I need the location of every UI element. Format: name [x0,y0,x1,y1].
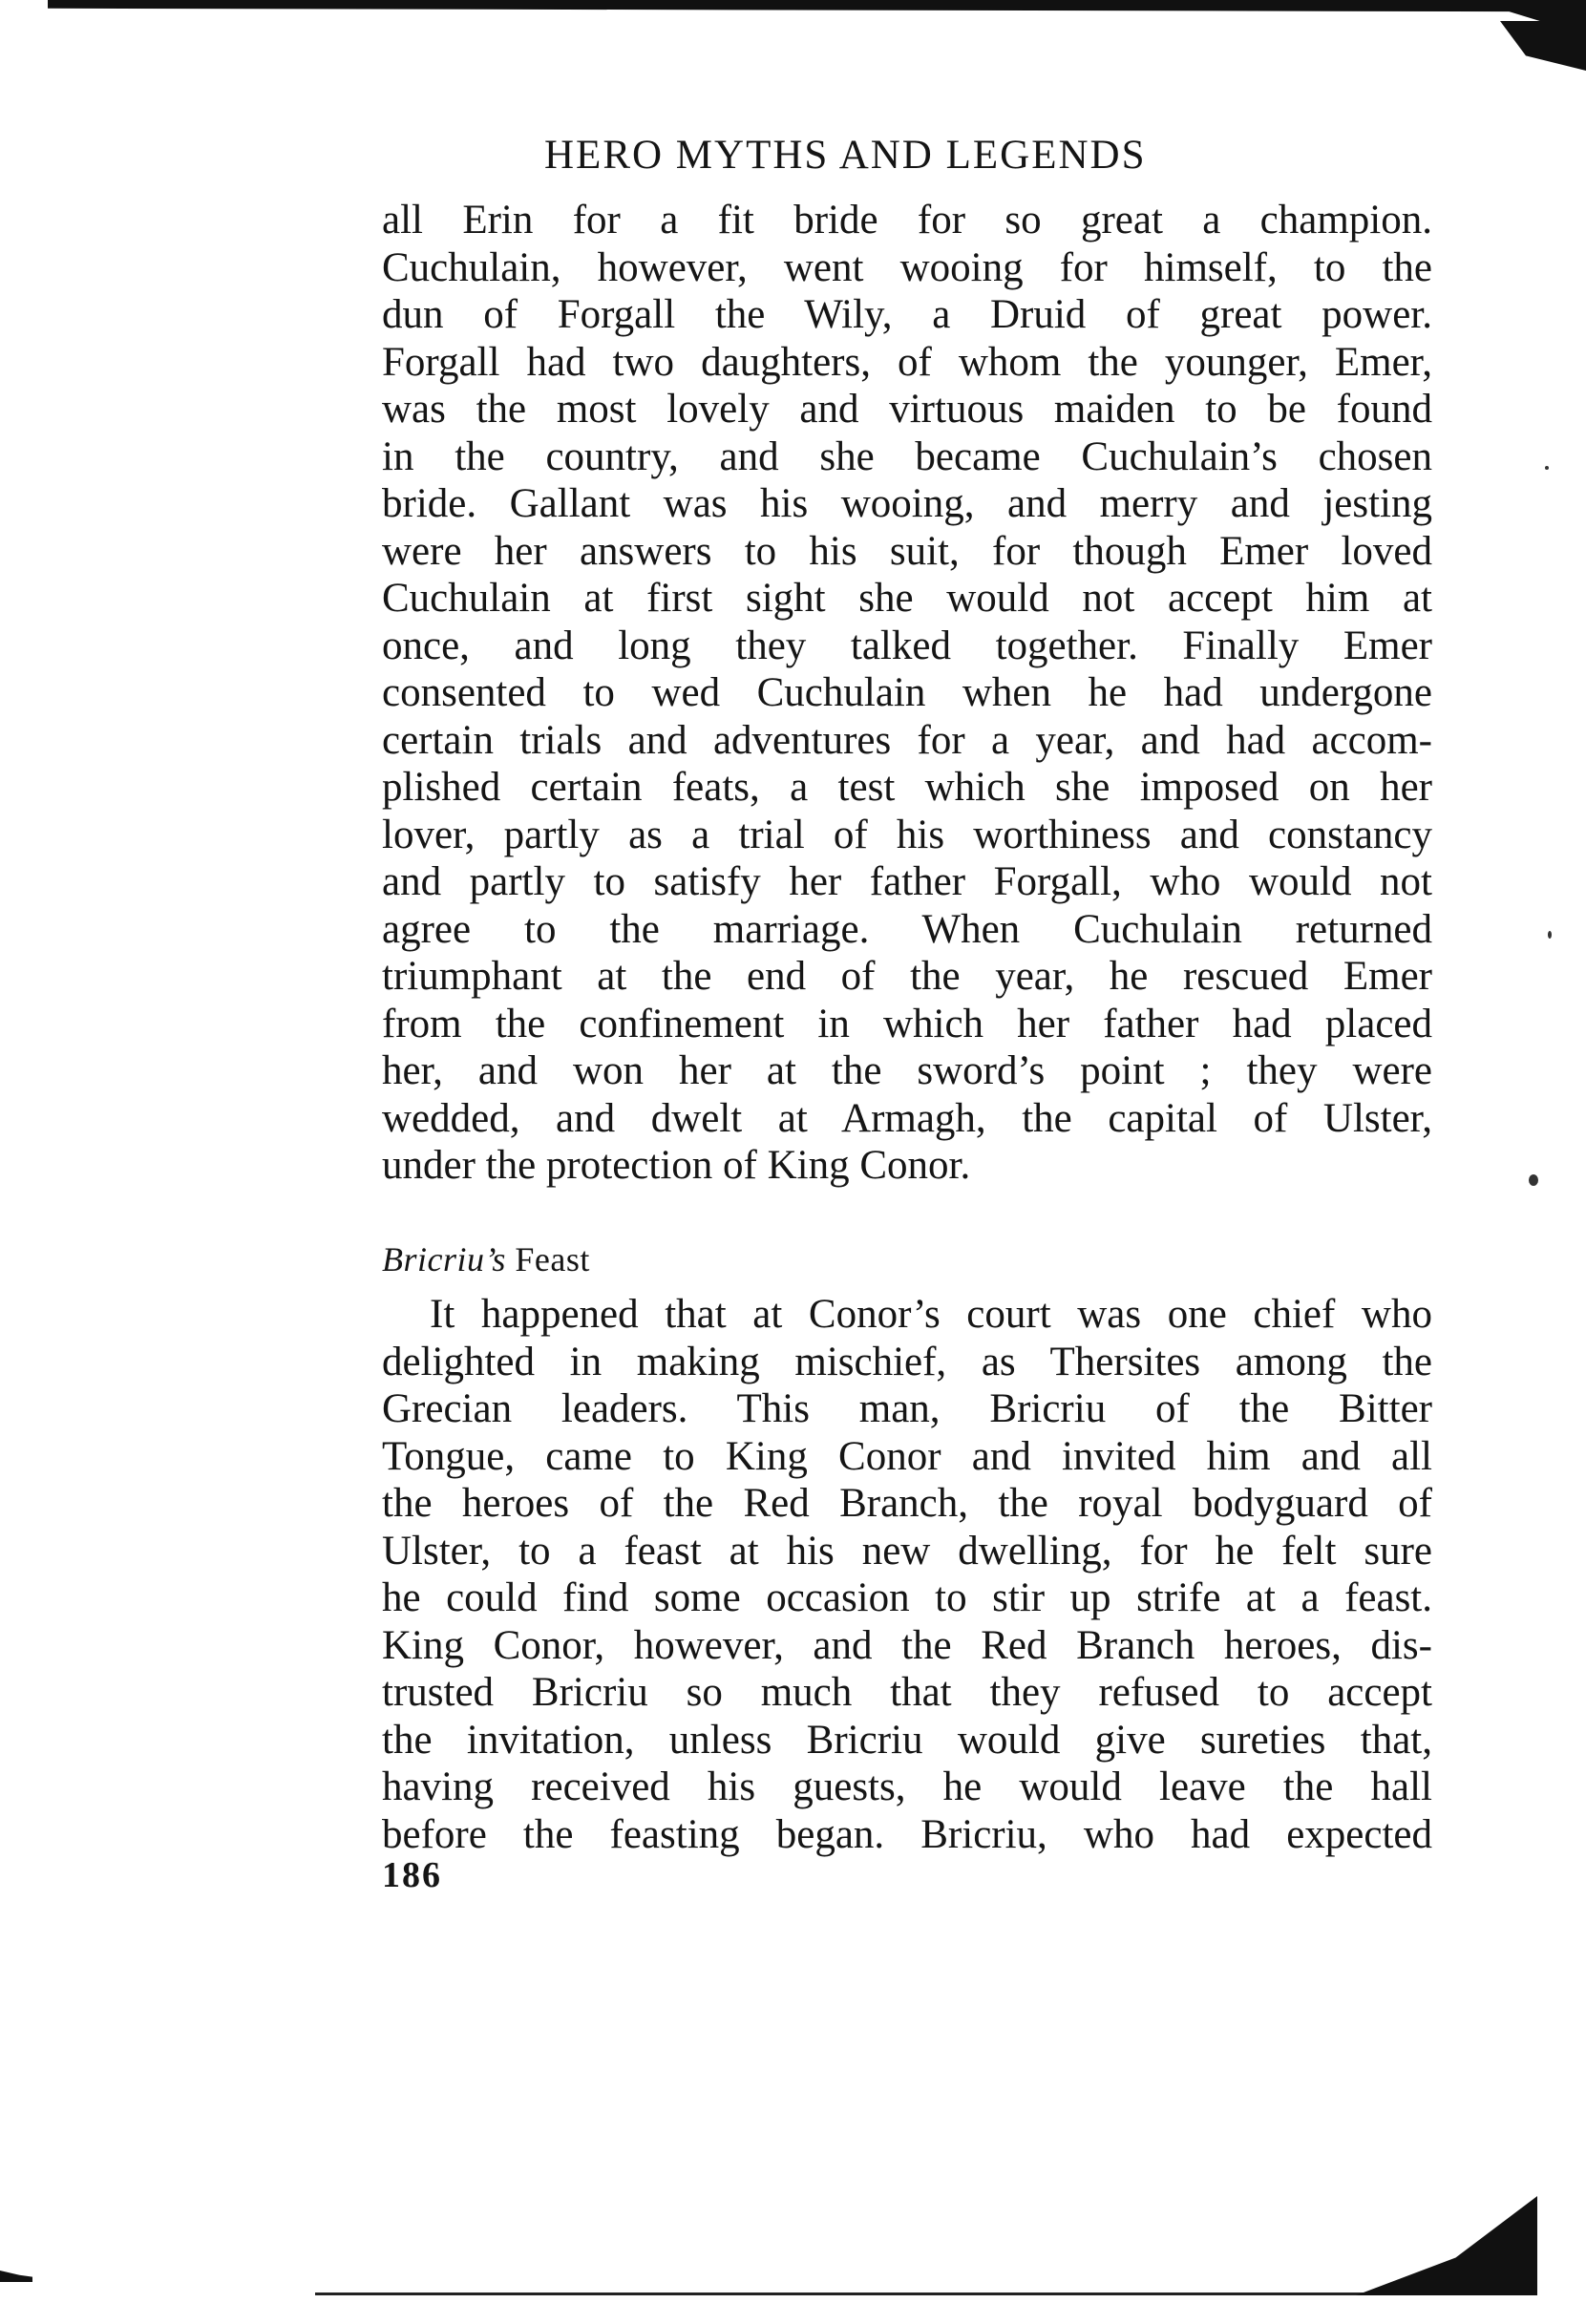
text-line: under the protection of King Conor. [382,1143,971,1188]
text-line: was the most lovely and virtuous maiden to be found [382,387,1432,432]
text-line: Cuchulain at first sight she would not accept him at [382,576,1432,621]
section-heading-roman: Feast [515,1240,590,1278]
text-line: agree to the marriage. When Cuchulain returned [382,907,1432,952]
text-line: consented to wed Cuchulain when he had undergone [382,670,1432,715]
text-line: dun of Forgall the Wily, a Druid of great power. [382,292,1432,337]
text-line: the invitation, unless Bricriu would give sureties that, [382,1718,1432,1763]
page-number: 186 [382,1855,442,1895]
text-line: King Conor, however, and the Red Branch heroes, dis- [382,1623,1432,1668]
scan-speck [1548,931,1552,939]
scan-speck [1545,466,1549,470]
text-line: Ulster, to a feast at his new dwelling, for he felt sure [382,1529,1432,1574]
text-line: Grecian leaders. This man, Bricriu of the Bitter [382,1386,1432,1431]
text-line: her, and won her at the sword’s point ; they were [382,1048,1432,1093]
scan-mark-bottom-left [0,2271,32,2282]
text-line: from the confinement in which her father had placed [382,1002,1432,1046]
text-line: once, and long they talked together. Finally Emer [382,623,1432,668]
scan-edge-bottom-corner [1356,2196,1537,2295]
text-line: trusted Bricriu so much that they refused to accept [382,1670,1432,1715]
text-line: the heroes of the Red Branch, the royal bodyguard of [382,1481,1432,1526]
text-line: plished certain feats, a test which she imposed on her [382,765,1432,810]
scan-edge-top [48,0,1586,21]
text-line: before the feasting began. Bricriu, who had expected [382,1812,1432,1857]
text-line: delighted in making mischief, as Thersites among the [382,1340,1432,1384]
text-line: bride. Gallant was his wooing, and merry and jesting [382,481,1432,526]
scan-edge-top-corner [1500,21,1586,71]
text-line: Cuchulain, however, went wooing for himself, to the [382,245,1432,290]
scan-speck [1529,1174,1538,1186]
section-heading [382,1239,590,1279]
text-line: having received his guests, he would leave the hall [382,1764,1432,1809]
text-line: It happened that at Conor’s court was one chief who [430,1292,1432,1337]
text-line: Forgall had two daughters, of whom the younger, Emer, [382,340,1432,385]
text-line: triumphant at the end of the year, he rescued Emer [382,954,1432,999]
text-line: all Erin for a fit bride for so great a champion. [382,198,1432,243]
section-heading-italic: Bricriu’s [382,1240,506,1278]
text-line: lover, partly as a trial of his worthiness and constancy [382,813,1432,857]
scan-edge-bottom [315,2292,1537,2295]
text-line: and partly to satisfy her father Forgall, who would not [382,859,1432,904]
text-line: certain trials and adventures for a year, and had accom- [382,718,1432,763]
text-line: were her answers to his suit, for though Emer loved [382,529,1432,574]
text-line: in the country, and she became Cuchulain’s chosen [382,434,1432,479]
text-line: he could find some occasion to stir up strife at a feast. [382,1575,1432,1620]
text-line: wedded, and dwelt at Armagh, the capital of Ulster, [382,1096,1432,1141]
running-head: HERO MYTHS AND LEGENDS [544,133,1147,178]
text-line: Tongue, came to King Conor and invited him and all [382,1434,1432,1479]
